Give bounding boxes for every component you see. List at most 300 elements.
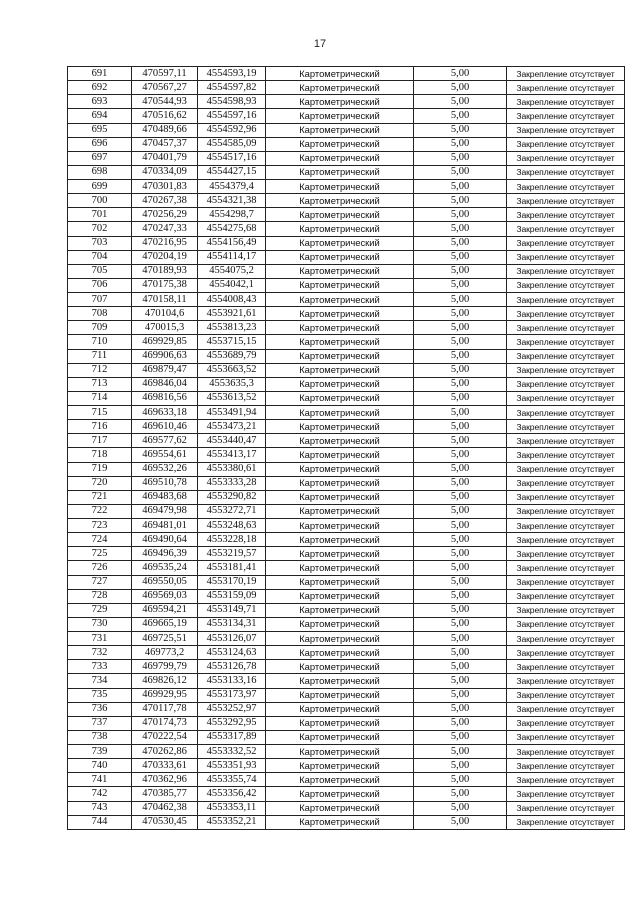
x-coordinate-cell: 470530,45 — [132, 815, 198, 829]
point-number-cell: 698 — [68, 165, 132, 179]
x-coordinate-cell: 469773,2 — [132, 646, 198, 660]
accuracy-cell: 5,00 — [414, 222, 507, 236]
x-coordinate-cell: 469532,26 — [132, 462, 198, 476]
marker-description-cell: Закрепление отсутствует — [507, 293, 625, 307]
method-cell: Картометрический — [266, 123, 414, 137]
accuracy-cell: 5,00 — [414, 349, 507, 363]
table-row — [68, 180, 625, 194]
y-coordinate-cell: 4553352,21 — [198, 815, 266, 829]
x-coordinate-cell: 470457,37 — [132, 137, 198, 151]
accuracy-cell: 5,00 — [414, 293, 507, 307]
marker-description-cell: Закрепление отсутствует — [507, 547, 625, 561]
marker-description-cell: Закрепление отсутствует — [507, 759, 625, 773]
method-cell: Картометрический — [266, 278, 414, 292]
method-cell: Картометрический — [266, 476, 414, 490]
accuracy-cell: 5,00 — [414, 391, 507, 405]
marker-description-cell: Закрепление отсутствует — [507, 504, 625, 518]
accuracy-cell: 5,00 — [414, 462, 507, 476]
table-row — [68, 745, 625, 759]
table-row — [68, 773, 625, 787]
point-number-cell: 733 — [68, 660, 132, 674]
accuracy-cell: 5,00 — [414, 547, 507, 561]
x-coordinate-cell: 469610,46 — [132, 420, 198, 434]
point-number-cell: 708 — [68, 307, 132, 321]
accuracy-cell: 5,00 — [414, 335, 507, 349]
x-coordinate-cell: 470385,77 — [132, 787, 198, 801]
method-cell: Картометрический — [266, 759, 414, 773]
x-coordinate-cell: 469906,63 — [132, 349, 198, 363]
x-coordinate-cell: 469535,24 — [132, 561, 198, 575]
accuracy-cell: 5,00 — [414, 561, 507, 575]
method-cell: Картометрический — [266, 716, 414, 730]
table-row — [68, 406, 625, 420]
table-row — [68, 476, 625, 490]
x-coordinate-cell: 469479,98 — [132, 504, 198, 518]
method-cell: Картометрический — [266, 293, 414, 307]
method-cell: Картометрический — [266, 307, 414, 321]
marker-description-cell: Закрепление отсутствует — [507, 406, 625, 420]
x-coordinate-cell: 470516,62 — [132, 109, 198, 123]
accuracy-cell: 5,00 — [414, 504, 507, 518]
method-cell: Картометрический — [266, 321, 414, 335]
marker-description-cell: Закрепление отсутствует — [507, 801, 625, 815]
y-coordinate-cell: 4553126,78 — [198, 660, 266, 674]
method-cell: Картометрический — [266, 646, 414, 660]
table-row — [68, 533, 625, 547]
accuracy-cell: 5,00 — [414, 533, 507, 547]
accuracy-cell: 5,00 — [414, 363, 507, 377]
y-coordinate-cell: 4553689,79 — [198, 349, 266, 363]
accuracy-cell: 5,00 — [414, 575, 507, 589]
point-number-cell: 739 — [68, 745, 132, 759]
point-number-cell: 725 — [68, 547, 132, 561]
y-coordinate-cell: 4553351,93 — [198, 759, 266, 773]
point-number-cell: 711 — [68, 349, 132, 363]
y-coordinate-cell: 4554593,19 — [198, 67, 266, 81]
point-number-cell: 744 — [68, 815, 132, 829]
table-row — [68, 490, 625, 504]
table-row — [68, 787, 625, 801]
y-coordinate-cell: 4554042,1 — [198, 278, 266, 292]
point-number-cell: 696 — [68, 137, 132, 151]
method-cell: Картометрический — [266, 702, 414, 716]
table-row — [68, 801, 625, 815]
accuracy-cell: 5,00 — [414, 759, 507, 773]
point-number-cell: 694 — [68, 109, 132, 123]
accuracy-cell: 5,00 — [414, 406, 507, 420]
marker-description-cell: Закрепление отсутствует — [507, 533, 625, 547]
accuracy-cell: 5,00 — [414, 787, 507, 801]
x-coordinate-cell: 470333,61 — [132, 759, 198, 773]
table-row — [68, 307, 625, 321]
table-row — [68, 81, 625, 95]
marker-description-cell: Закрепление отсутствует — [507, 716, 625, 730]
method-cell: Картометрический — [266, 222, 414, 236]
method-cell: Картометрический — [266, 137, 414, 151]
y-coordinate-cell: 4553491,94 — [198, 406, 266, 420]
point-number-cell: 718 — [68, 448, 132, 462]
accuracy-cell: 5,00 — [414, 688, 507, 702]
method-cell: Картометрический — [266, 448, 414, 462]
y-coordinate-cell: 4553252,97 — [198, 702, 266, 716]
y-coordinate-cell: 4553124,63 — [198, 646, 266, 660]
method-cell: Картометрический — [266, 349, 414, 363]
accuracy-cell: 5,00 — [414, 448, 507, 462]
marker-description-cell: Закрепление отсутствует — [507, 702, 625, 716]
y-coordinate-cell: 4553332,52 — [198, 745, 266, 759]
y-coordinate-cell: 4553248,63 — [198, 519, 266, 533]
marker-description-cell: Закрепление отсутствует — [507, 278, 625, 292]
y-coordinate-cell: 4553613,52 — [198, 391, 266, 405]
y-coordinate-cell: 4553134,31 — [198, 617, 266, 631]
point-number-cell: 720 — [68, 476, 132, 490]
accuracy-cell: 5,00 — [414, 519, 507, 533]
method-cell: Картометрический — [266, 688, 414, 702]
method-cell: Картометрический — [266, 434, 414, 448]
table-row — [68, 434, 625, 448]
point-number-cell: 700 — [68, 194, 132, 208]
table-row — [68, 222, 625, 236]
table-row — [68, 194, 625, 208]
marker-description-cell: Закрепление отсутствует — [507, 377, 625, 391]
method-cell: Картометрический — [266, 660, 414, 674]
x-coordinate-cell: 469550,05 — [132, 575, 198, 589]
y-coordinate-cell: 4553380,61 — [198, 462, 266, 476]
y-coordinate-cell: 4553173,97 — [198, 688, 266, 702]
table-row — [68, 420, 625, 434]
marker-description-cell: Закрепление отсутствует — [507, 448, 625, 462]
table-row — [68, 660, 625, 674]
x-coordinate-cell: 469846,04 — [132, 377, 198, 391]
method-cell: Картометрический — [266, 561, 414, 575]
table-row — [68, 519, 625, 533]
x-coordinate-cell: 470362,96 — [132, 773, 198, 787]
point-number-cell: 709 — [68, 321, 132, 335]
y-coordinate-cell: 4554114,17 — [198, 250, 266, 264]
marker-description-cell: Закрепление отсутствует — [507, 787, 625, 801]
accuracy-cell: 5,00 — [414, 208, 507, 222]
point-number-cell: 731 — [68, 632, 132, 646]
y-coordinate-cell: 4554427,15 — [198, 165, 266, 179]
method-cell: Картометрический — [266, 801, 414, 815]
table-row — [68, 716, 625, 730]
y-coordinate-cell: 4553290,82 — [198, 490, 266, 504]
method-cell: Картометрический — [266, 462, 414, 476]
point-number-cell: 692 — [68, 81, 132, 95]
table-row — [68, 759, 625, 773]
table-row — [68, 561, 625, 575]
method-cell: Картометрический — [266, 236, 414, 250]
table-row — [68, 137, 625, 151]
accuracy-cell: 5,00 — [414, 321, 507, 335]
point-number-cell: 699 — [68, 180, 132, 194]
table-row — [68, 321, 625, 335]
x-coordinate-cell: 470462,38 — [132, 801, 198, 815]
point-number-cell: 738 — [68, 730, 132, 744]
y-coordinate-cell: 4553813,23 — [198, 321, 266, 335]
page-number: 17 — [313, 38, 327, 50]
point-number-cell: 726 — [68, 561, 132, 575]
marker-description-cell: Закрепление отсутствует — [507, 420, 625, 434]
y-coordinate-cell: 4554597,82 — [198, 81, 266, 95]
point-number-cell: 693 — [68, 95, 132, 109]
table-row — [68, 547, 625, 561]
x-coordinate-cell: 469879,47 — [132, 363, 198, 377]
y-coordinate-cell: 4553181,41 — [198, 561, 266, 575]
table-row — [68, 448, 625, 462]
table-row — [68, 688, 625, 702]
method-cell: Картометрический — [266, 420, 414, 434]
x-coordinate-cell: 470174,73 — [132, 716, 198, 730]
marker-description-cell: Закрепление отсутствует — [507, 123, 625, 137]
accuracy-cell: 5,00 — [414, 801, 507, 815]
accuracy-cell: 5,00 — [414, 646, 507, 660]
x-coordinate-cell: 470104,6 — [132, 307, 198, 321]
table-row — [68, 151, 625, 165]
accuracy-cell: 5,00 — [414, 250, 507, 264]
marker-description-cell: Закрепление отсутствует — [507, 194, 625, 208]
table-row — [68, 377, 625, 391]
method-cell: Картометрический — [266, 632, 414, 646]
point-number-cell: 741 — [68, 773, 132, 787]
method-cell: Картометрический — [266, 81, 414, 95]
x-coordinate-cell: 469929,85 — [132, 335, 198, 349]
method-cell: Картометрический — [266, 575, 414, 589]
accuracy-cell: 5,00 — [414, 476, 507, 490]
x-coordinate-cell: 469490,64 — [132, 533, 198, 547]
table-row — [68, 349, 625, 363]
marker-description-cell: Закрепление отсутствует — [507, 603, 625, 617]
accuracy-cell: 5,00 — [414, 377, 507, 391]
method-cell: Картометрический — [266, 180, 414, 194]
method-cell: Картометрический — [266, 504, 414, 518]
x-coordinate-cell: 470256,29 — [132, 208, 198, 222]
table-row — [68, 603, 625, 617]
x-coordinate-cell: 469725,51 — [132, 632, 198, 646]
point-number-cell: 717 — [68, 434, 132, 448]
method-cell: Картометрический — [266, 391, 414, 405]
method-cell: Картометрический — [266, 208, 414, 222]
marker-description-cell: Закрепление отсутствует — [507, 208, 625, 222]
point-number-cell: 713 — [68, 377, 132, 391]
accuracy-cell: 5,00 — [414, 165, 507, 179]
point-number-cell: 695 — [68, 123, 132, 137]
y-coordinate-cell: 4553473,21 — [198, 420, 266, 434]
table-row — [68, 730, 625, 744]
marker-description-cell: Закрепление отсутствует — [507, 730, 625, 744]
point-number-cell: 715 — [68, 406, 132, 420]
method-cell: Картометрический — [266, 617, 414, 631]
marker-description-cell: Закрепление отсутствует — [507, 660, 625, 674]
point-number-cell: 724 — [68, 533, 132, 547]
y-coordinate-cell: 4553715,15 — [198, 335, 266, 349]
table-row — [68, 504, 625, 518]
x-coordinate-cell: 470204,19 — [132, 250, 198, 264]
point-number-cell: 721 — [68, 490, 132, 504]
method-cell: Картометрический — [266, 787, 414, 801]
marker-description-cell: Закрепление отсутствует — [507, 589, 625, 603]
point-number-cell: 705 — [68, 264, 132, 278]
method-cell: Картометрический — [266, 250, 414, 264]
accuracy-cell: 5,00 — [414, 702, 507, 716]
y-coordinate-cell: 4553921,61 — [198, 307, 266, 321]
marker-description-cell: Закрепление отсутствует — [507, 646, 625, 660]
accuracy-cell: 5,00 — [414, 730, 507, 744]
accuracy-cell: 5,00 — [414, 745, 507, 759]
point-number-cell: 712 — [68, 363, 132, 377]
point-number-cell: 701 — [68, 208, 132, 222]
point-number-cell: 734 — [68, 674, 132, 688]
accuracy-cell: 5,00 — [414, 617, 507, 631]
method-cell: Картометрический — [266, 730, 414, 744]
method-cell: Картометрический — [266, 745, 414, 759]
x-coordinate-cell: 470216,95 — [132, 236, 198, 250]
y-coordinate-cell: 4553133,16 — [198, 674, 266, 688]
marker-description-cell: Закрепление отсутствует — [507, 363, 625, 377]
method-cell: Картометрический — [266, 490, 414, 504]
accuracy-cell: 5,00 — [414, 151, 507, 165]
method-cell: Картометрический — [266, 547, 414, 561]
y-coordinate-cell: 4554592,96 — [198, 123, 266, 137]
marker-description-cell: Закрепление отсутствует — [507, 815, 625, 829]
x-coordinate-cell: 469665,19 — [132, 617, 198, 631]
x-coordinate-cell: 469929,95 — [132, 688, 198, 702]
x-coordinate-cell: 470189,93 — [132, 264, 198, 278]
y-coordinate-cell: 4553635,3 — [198, 377, 266, 391]
marker-description-cell: Закрепление отсутствует — [507, 180, 625, 194]
table-row — [68, 109, 625, 123]
x-coordinate-cell: 470267,38 — [132, 194, 198, 208]
point-number-cell: 706 — [68, 278, 132, 292]
accuracy-cell: 5,00 — [414, 95, 507, 109]
x-coordinate-cell: 470597,11 — [132, 67, 198, 81]
table-row — [68, 646, 625, 660]
accuracy-cell: 5,00 — [414, 716, 507, 730]
x-coordinate-cell: 469510,78 — [132, 476, 198, 490]
y-coordinate-cell: 4554379,4 — [198, 180, 266, 194]
method-cell: Картометрический — [266, 773, 414, 787]
marker-description-cell: Закрепление отсутствует — [507, 307, 625, 321]
x-coordinate-cell: 469496,39 — [132, 547, 198, 561]
x-coordinate-cell: 469481,01 — [132, 519, 198, 533]
table-row — [68, 575, 625, 589]
y-coordinate-cell: 4553333,28 — [198, 476, 266, 490]
accuracy-cell: 5,00 — [414, 434, 507, 448]
point-number-cell: 740 — [68, 759, 132, 773]
table-row — [68, 278, 625, 292]
y-coordinate-cell: 4554585,09 — [198, 137, 266, 151]
y-coordinate-cell: 4553440,47 — [198, 434, 266, 448]
marker-description-cell: Закрепление отсутствует — [507, 95, 625, 109]
point-number-cell: 703 — [68, 236, 132, 250]
coordinates-table-body — [68, 67, 625, 830]
point-number-cell: 723 — [68, 519, 132, 533]
accuracy-cell: 5,00 — [414, 660, 507, 674]
point-number-cell: 702 — [68, 222, 132, 236]
table-row — [68, 95, 625, 109]
marker-description-cell: Закрепление отсутствует — [507, 165, 625, 179]
accuracy-cell: 5,00 — [414, 180, 507, 194]
y-coordinate-cell: 4554298,7 — [198, 208, 266, 222]
x-coordinate-cell: 470401,79 — [132, 151, 198, 165]
y-coordinate-cell: 4554156,49 — [198, 236, 266, 250]
method-cell: Картометрический — [266, 194, 414, 208]
accuracy-cell: 5,00 — [414, 589, 507, 603]
y-coordinate-cell: 4553159,09 — [198, 589, 266, 603]
point-number-cell: 735 — [68, 688, 132, 702]
method-cell: Картометрический — [266, 406, 414, 420]
point-number-cell: 736 — [68, 702, 132, 716]
accuracy-cell: 5,00 — [414, 278, 507, 292]
x-coordinate-cell: 469633,18 — [132, 406, 198, 420]
table-row — [68, 67, 625, 81]
point-number-cell: 704 — [68, 250, 132, 264]
method-cell: Картометрический — [266, 674, 414, 688]
x-coordinate-cell: 470117,78 — [132, 702, 198, 716]
marker-description-cell: Закрепление отсутствует — [507, 236, 625, 250]
x-coordinate-cell: 470015,3 — [132, 321, 198, 335]
y-coordinate-cell: 4554597,16 — [198, 109, 266, 123]
accuracy-cell: 5,00 — [414, 420, 507, 434]
point-number-cell: 707 — [68, 293, 132, 307]
y-coordinate-cell: 4554075,2 — [198, 264, 266, 278]
x-coordinate-cell: 469816,56 — [132, 391, 198, 405]
y-coordinate-cell: 4553355,74 — [198, 773, 266, 787]
method-cell: Картометрический — [266, 815, 414, 829]
y-coordinate-cell: 4554517,16 — [198, 151, 266, 165]
table-row — [68, 123, 625, 137]
point-number-cell: 714 — [68, 391, 132, 405]
method-cell: Картометрический — [266, 519, 414, 533]
accuracy-cell: 5,00 — [414, 674, 507, 688]
y-coordinate-cell: 4553126,07 — [198, 632, 266, 646]
point-number-cell: 729 — [68, 603, 132, 617]
x-coordinate-cell: 469569,03 — [132, 589, 198, 603]
x-coordinate-cell: 470158,11 — [132, 293, 198, 307]
marker-description-cell: Закрепление отсутствует — [507, 617, 625, 631]
point-number-cell: 732 — [68, 646, 132, 660]
marker-description-cell: Закрепление отсутствует — [507, 151, 625, 165]
marker-description-cell: Закрепление отсутствует — [507, 575, 625, 589]
y-coordinate-cell: 4554321,38 — [198, 194, 266, 208]
method-cell: Картометрический — [266, 589, 414, 603]
x-coordinate-cell: 469826,12 — [132, 674, 198, 688]
y-coordinate-cell: 4553317,89 — [198, 730, 266, 744]
marker-description-cell: Закрепление отсутствует — [507, 391, 625, 405]
accuracy-cell: 5,00 — [414, 81, 507, 95]
marker-description-cell: Закрепление отсутствует — [507, 137, 625, 151]
method-cell: Картометрический — [266, 151, 414, 165]
point-number-cell: 737 — [68, 716, 132, 730]
table-row — [68, 293, 625, 307]
x-coordinate-cell: 469554,61 — [132, 448, 198, 462]
marker-description-cell: Закрепление отсутствует — [507, 264, 625, 278]
accuracy-cell: 5,00 — [414, 490, 507, 504]
marker-description-cell: Закрепление отсутствует — [507, 773, 625, 787]
x-coordinate-cell: 470489,66 — [132, 123, 198, 137]
marker-description-cell: Закрепление отсутствует — [507, 674, 625, 688]
accuracy-cell: 5,00 — [414, 307, 507, 321]
accuracy-cell: 5,00 — [414, 123, 507, 137]
table-row — [68, 617, 625, 631]
point-number-cell: 697 — [68, 151, 132, 165]
method-cell: Картометрический — [266, 603, 414, 617]
table-row — [68, 391, 625, 405]
method-cell: Картометрический — [266, 533, 414, 547]
accuracy-cell: 5,00 — [414, 632, 507, 646]
point-number-cell: 710 — [68, 335, 132, 349]
table-row — [68, 589, 625, 603]
